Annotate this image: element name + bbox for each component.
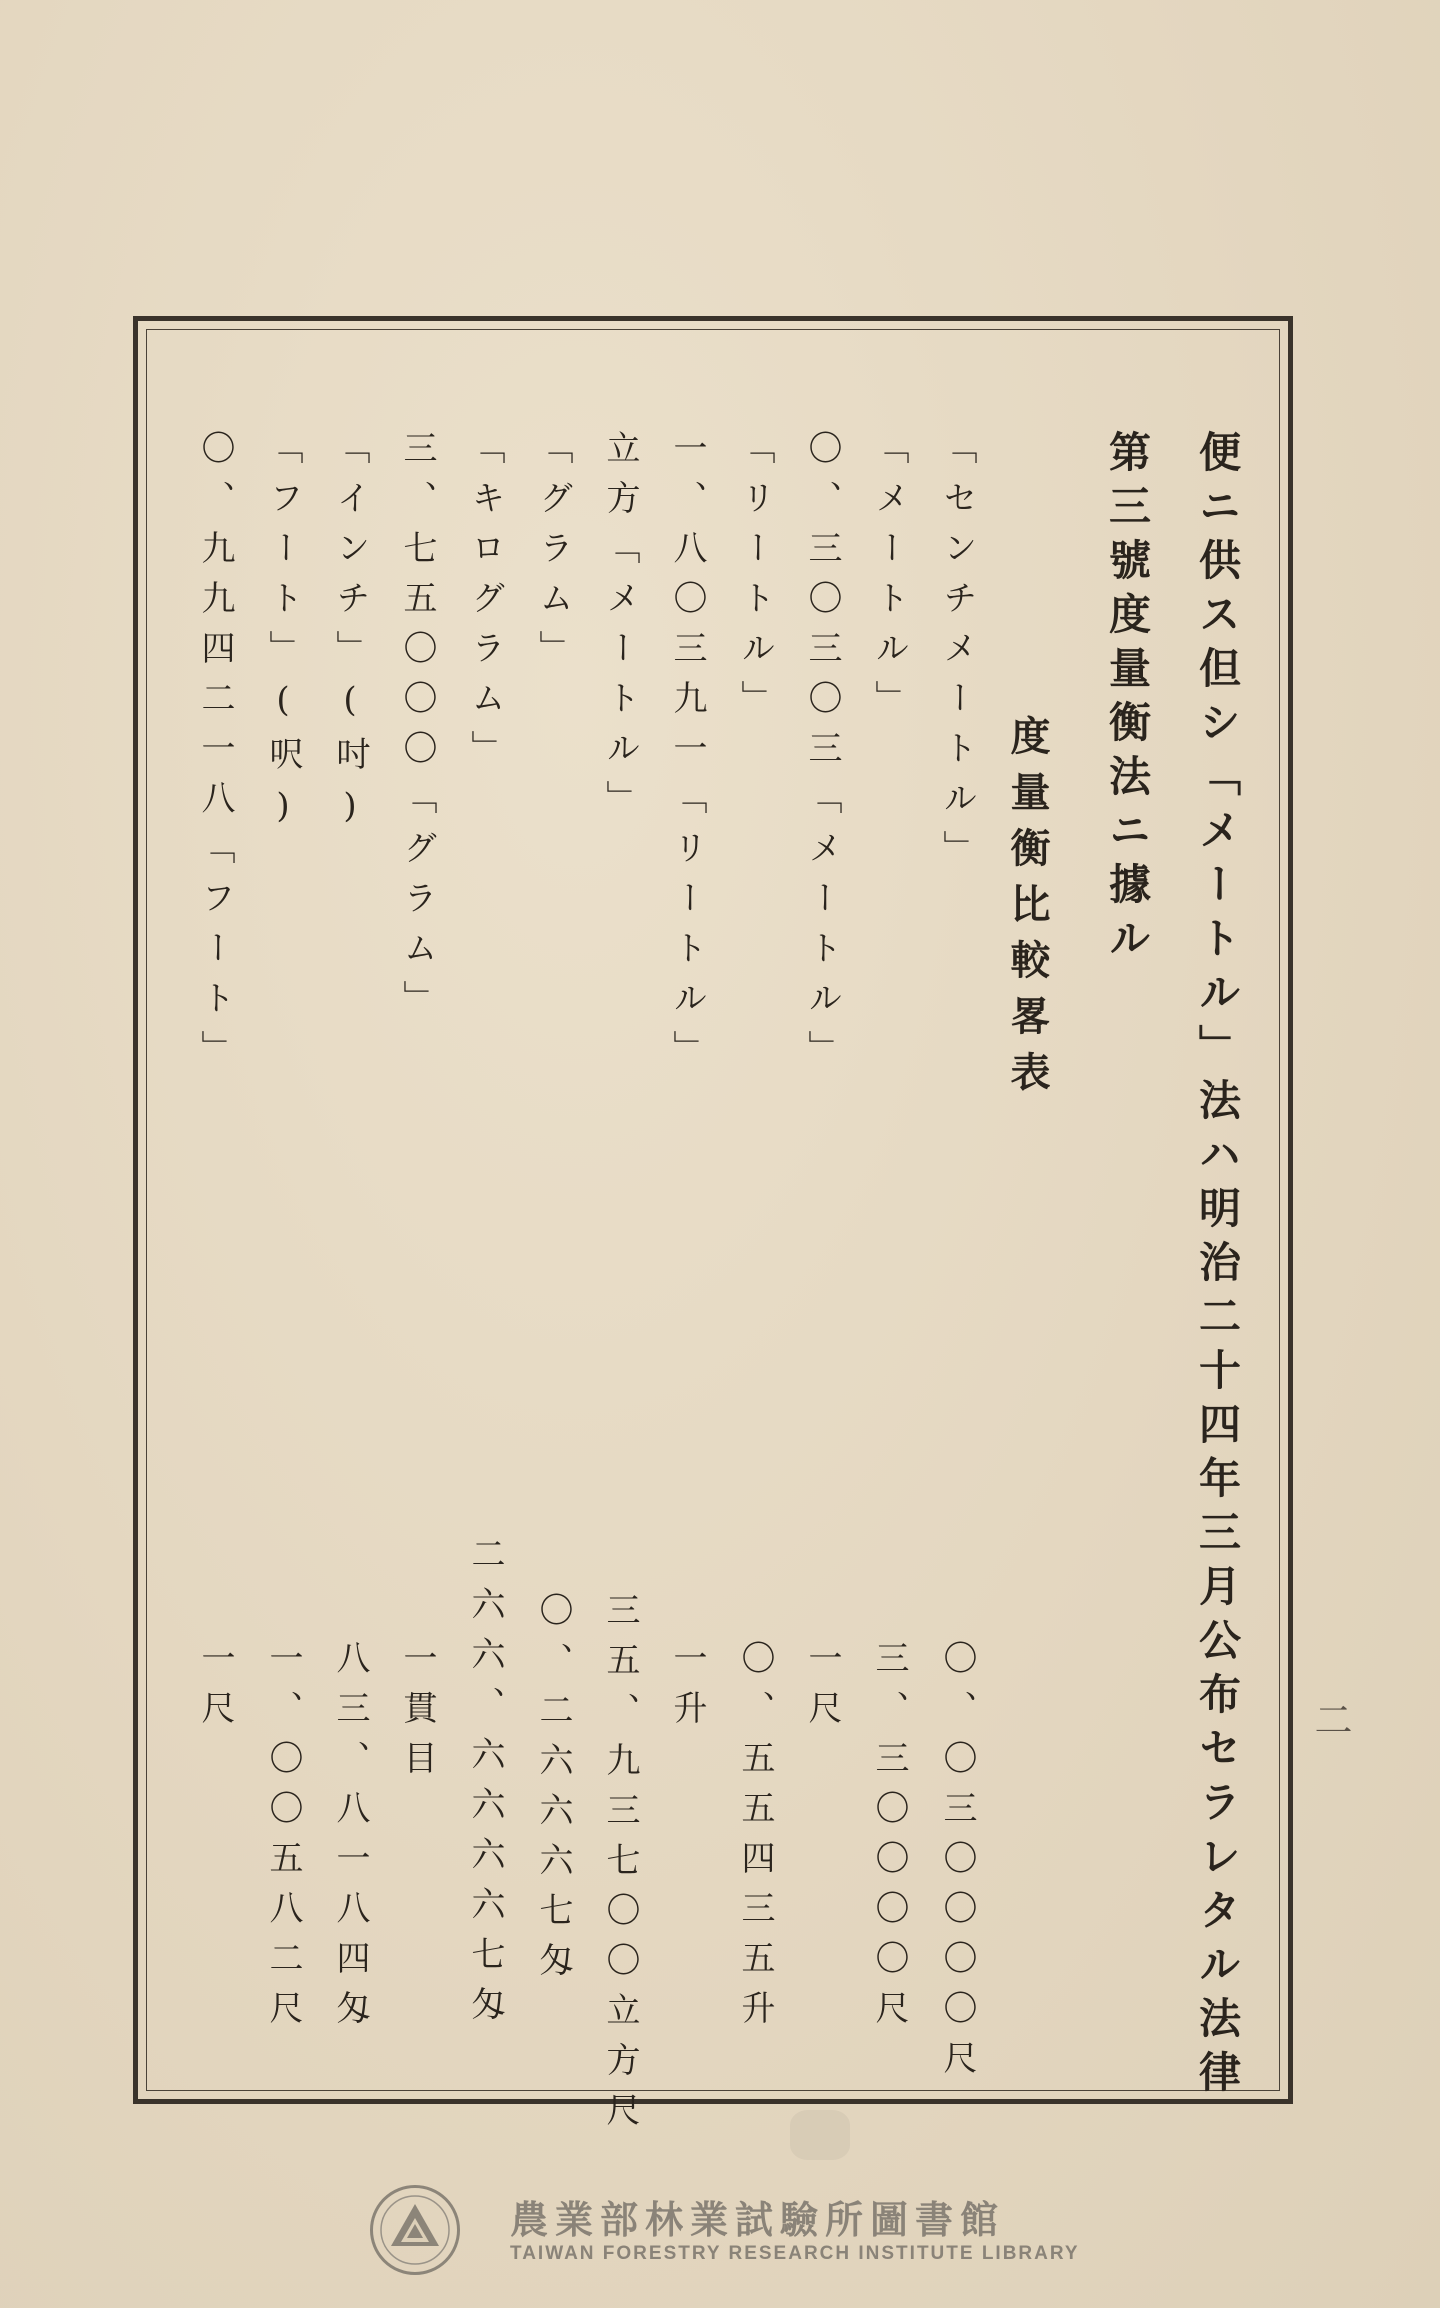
unit-kilogram: 「キログラム」	[465, 430, 505, 780]
value-foot: 一、〇〇五八二尺	[263, 1640, 303, 2040]
paper-stain	[790, 2110, 850, 2160]
unit-inch: 「インチ」(吋)	[330, 430, 370, 842]
unit-litre: 「リートル」	[735, 430, 775, 730]
library-name-en: TAIWAN FORESTRY RESEARCH INSTITUTE LIBRARY	[510, 2243, 1080, 2264]
unit-sho: 一升	[667, 1640, 707, 1740]
value-shaku-in-feet: 〇、九九四二一八「フート」	[195, 430, 235, 1080]
unit-metre: 「メートル」	[869, 430, 909, 730]
unit-centimetre: 「センチメートル」	[937, 430, 977, 880]
value-cubic-metre: 三五、九三七〇〇立方尺	[600, 1592, 640, 2142]
library-footer	[370, 2185, 1090, 2275]
value-metre: 三、三〇〇〇〇尺	[869, 1640, 909, 2040]
unit-gram: 「グラム」	[533, 430, 573, 680]
value-inch: 八三、八一八四匁	[330, 1640, 370, 2040]
value-litre-per-sho: 一、八〇三九一「リートル」	[667, 430, 707, 1080]
value-litre: 〇、五五四三五升	[735, 1640, 775, 2040]
value-gram: 〇、二六六六七匁	[533, 1592, 573, 1992]
unit-shaku-2: 一尺	[195, 1640, 235, 1740]
library-name-zh: 農業部林業試驗所圖書館	[510, 2198, 1006, 2242]
value-centimetre: 〇、〇三〇〇〇〇尺	[937, 1640, 977, 2090]
library-seal-icon	[370, 2185, 460, 2275]
unit-kanme: 一貫目	[397, 1640, 437, 1790]
text-column-law-2: 第三號度量衡法ニ據ル	[1103, 430, 1152, 970]
unit-shaku-1: 一尺	[802, 1640, 842, 1740]
value-kan-in-gram: 三、七五〇〇〇「グラム」	[397, 430, 437, 1030]
value-kilogram: 二六六、六六六六七匁	[465, 1536, 505, 2036]
value-metre-per-shaku: 〇、三〇三〇三「メートル」	[802, 430, 842, 1080]
unit-foot: 「フート」(呎)	[263, 430, 303, 842]
unit-cubic-metre: 立方「メートル」	[600, 430, 640, 830]
page-number: 二	[1308, 1700, 1352, 1738]
text-column-law-1: 便ニ供ス但シ「メートル」法ハ明治二十四年三月公布セラレタル法律	[1193, 430, 1242, 2104]
table-title: 度量衡比較畧表	[1004, 715, 1051, 1107]
